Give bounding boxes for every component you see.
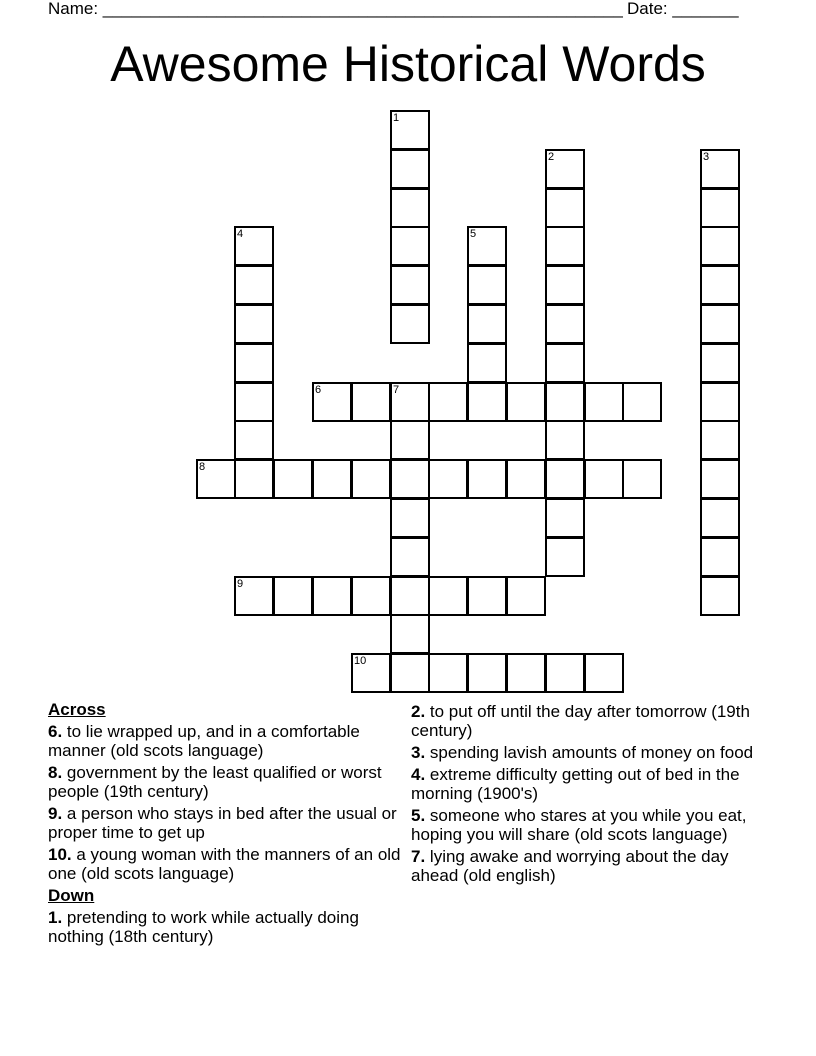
cell-number: 4 [237,228,244,240]
clue-number: 4. [411,765,426,784]
name-field[interactable]: Name: _______________________________________________________ [48,0,623,18]
grid-cell[interactable] [700,420,740,460]
clues-left-column [48,700,408,949]
clue-number: 9. [48,804,63,823]
across-clue [48,804,408,842]
across-clue [48,763,408,801]
grid-cell[interactable] [700,265,740,305]
grid-cell[interactable] [506,382,546,422]
grid-cell[interactable] [700,576,740,616]
grid-cell[interactable] [390,226,430,266]
grid-cell[interactable] [584,653,624,693]
down-clue [411,847,771,885]
grid-cell[interactable] [545,188,585,228]
down-clue [411,743,771,762]
grid-cell[interactable] [312,576,352,616]
clues-right-column [411,702,771,888]
grid-cell[interactable] [506,653,546,693]
grid-cell[interactable] [390,304,430,344]
clue-text: someone who stares at you while you eat, hoping you will share (old scots language) [411,806,747,844]
grid-cell[interactable] [351,382,391,422]
clue-text: pretending to work while actually doing nothing (18th century) [48,908,359,946]
grid-cell[interactable] [545,343,585,383]
down-clue [411,702,771,740]
grid-cell[interactable] [312,382,352,422]
grid-cell[interactable] [545,498,585,538]
grid-cell[interactable] [351,576,391,616]
cell-number: 3 [703,151,710,163]
grid-cell[interactable] [390,498,430,538]
page-title: Awesome Historical Words [110,36,706,92]
grid-cell[interactable] [700,537,740,577]
grid-cell[interactable] [545,420,585,460]
grid-cell[interactable] [700,498,740,538]
grid-cell[interactable] [622,382,662,422]
grid-cell[interactable] [234,420,274,460]
cell-number: 6 [315,384,322,396]
grid-cell[interactable] [467,226,507,266]
grid-cell[interactable] [390,265,430,305]
across-clue [48,845,408,883]
cell-number: 5 [470,228,477,240]
across-clue [48,722,408,760]
grid-cell[interactable] [467,382,507,422]
clue-text: extreme difficulty getting out of bed in the morning (1900's) [411,765,740,803]
grid-cell[interactable] [234,343,274,383]
grid-cell[interactable] [312,459,352,499]
grid-cell[interactable] [545,382,585,422]
clue-text: to lie wrapped up, and in a comfortable manner (old scots language) [48,722,360,760]
cell-number: 7 [393,384,400,396]
clue-number: 1. [48,908,63,927]
grid-cell[interactable] [390,110,430,150]
grid-cell[interactable] [467,459,507,499]
grid-cell[interactable] [390,614,430,654]
cell-number: 9 [237,578,244,590]
clue-text: government by the least qualified or worst people (19th century) [48,763,382,801]
grid-cell[interactable] [545,459,585,499]
clue-number: 7. [411,847,426,866]
down-heading: Down [48,886,95,905]
down-clue [411,765,771,803]
grid-cell[interactable] [390,537,430,577]
grid-cell[interactable] [545,537,585,577]
clue-text: a person who stays in bed after the usual or proper time to get up [48,804,397,842]
clue-number: 2. [411,702,426,721]
grid-cell[interactable] [545,653,585,693]
cell-number: 8 [199,461,206,473]
grid-cell[interactable] [545,149,585,189]
grid-cell[interactable] [351,459,391,499]
cell-number: 10 [354,655,367,667]
cell-number: 2 [548,151,555,163]
grid-cell[interactable] [467,265,507,305]
grid-cell[interactable] [390,653,430,693]
grid-cell[interactable] [467,304,507,344]
grid-cell[interactable] [428,459,468,499]
grid-cell[interactable] [584,382,624,422]
grid-cell[interactable] [351,653,391,693]
clue-text: a young woman with the manners of an old one (old scots language) [48,845,401,883]
grid-cell[interactable] [545,265,585,305]
grid-cell[interactable] [234,576,274,616]
across-heading: Across [48,700,106,719]
clue-number: 3. [411,743,426,762]
grid-cell[interactable] [234,459,274,499]
clue-number: 10. [48,845,72,864]
grid-cell[interactable] [390,188,430,228]
grid-cell[interactable] [506,459,546,499]
grid-cell[interactable] [700,459,740,499]
grid-cell[interactable] [390,576,430,616]
grid-cell[interactable] [390,459,430,499]
clue-number: 5. [411,806,426,825]
grid-cell[interactable] [467,343,507,383]
grid-cell[interactable] [273,459,313,499]
grid-cell[interactable] [234,382,274,422]
grid-cell[interactable] [390,149,430,189]
grid-cell[interactable] [273,576,313,616]
grid-cell[interactable] [700,382,740,422]
grid-cell[interactable] [700,343,740,383]
grid-cell[interactable] [428,576,468,616]
grid-cell[interactable] [428,653,468,693]
grid-cell[interactable] [234,304,274,344]
grid-cell[interactable] [700,188,740,228]
grid-cell[interactable] [545,226,585,266]
grid-cell[interactable] [584,459,624,499]
grid-cell[interactable] [196,459,236,499]
grid-cell[interactable] [390,420,430,460]
grid-cell[interactable] [390,382,430,422]
clue-text: to put off until the day after tomorrow (19th century) [411,702,750,740]
grid-cell[interactable] [700,149,740,189]
grid-cell[interactable] [700,226,740,266]
grid-cell[interactable] [506,576,546,616]
grid-cell[interactable] [234,226,274,266]
grid-cell[interactable] [622,459,662,499]
down-clue [411,806,771,844]
grid-cell[interactable] [467,576,507,616]
clue-number: 8. [48,763,63,782]
grid-cell[interactable] [700,304,740,344]
date-field[interactable]: Date: _______ [627,0,739,18]
grid-cell[interactable] [428,382,468,422]
down-clue [48,908,408,946]
cell-number: 1 [393,112,400,124]
grid-cell[interactable] [467,653,507,693]
clue-text: lying awake and worrying about the day ahead (old english) [411,847,729,885]
grid-cell[interactable] [545,304,585,344]
clue-number: 6. [48,722,63,741]
clue-text: spending lavish amounts of money on food [425,743,754,762]
grid-cell[interactable] [234,265,274,305]
